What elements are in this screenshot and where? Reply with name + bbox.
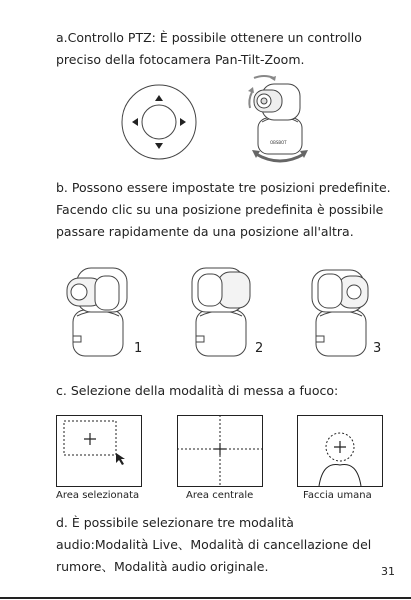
focus-mode-human-face: [297, 415, 383, 487]
preset-number-3: 3: [373, 341, 382, 356]
ptz-direction-pad: [121, 84, 197, 160]
focus-mode-label-face: Faccia umana: [303, 490, 372, 501]
focus-mode-label-center: Area centrale: [186, 490, 254, 501]
focus-mode-selected-area: [56, 415, 142, 487]
section-d-text: d. È possibile selezionare tre modalità audio:Modalità Live、Modalità di cancellazione del rumore、Modalità audio originale.: [56, 515, 372, 574]
ptz-camera-rotation-illustration: [244, 76, 316, 166]
preset-camera-3: [306, 262, 378, 360]
focus-mode-label-selected: Area selezionata: [56, 490, 140, 501]
arrow-left-icon: [132, 118, 138, 126]
arrow-right-icon: [180, 118, 186, 126]
arrow-down-icon: [155, 143, 163, 149]
section-c-text: c. Selezione della modalità di messa a fuoco:: [56, 383, 339, 398]
camera-brand-label: OBSBOT: [270, 140, 287, 145]
bottom-rule: [0, 597, 411, 599]
preset-camera-2: [184, 262, 256, 360]
section-b-text: b. Possono essere impostate tre posizioni predefinite. Facendo clic su una posizione predefinita è possibile passare rapidamente da una posizione all'altra.: [56, 180, 391, 239]
preset-number-1: 1: [134, 341, 143, 356]
focus-mode-center-area: [177, 415, 263, 487]
arrow-up-icon: [155, 95, 163, 101]
section-a-text: a.Controllo PTZ: È possibile ottenere un controllo preciso della fotocamera Pan-Tilt-Zoom.: [56, 30, 362, 67]
preset-camera-1: [63, 262, 135, 360]
page-number: 31: [381, 565, 395, 578]
preset-number-2: 2: [255, 341, 264, 356]
cursor-arrow-icon: [116, 453, 125, 465]
